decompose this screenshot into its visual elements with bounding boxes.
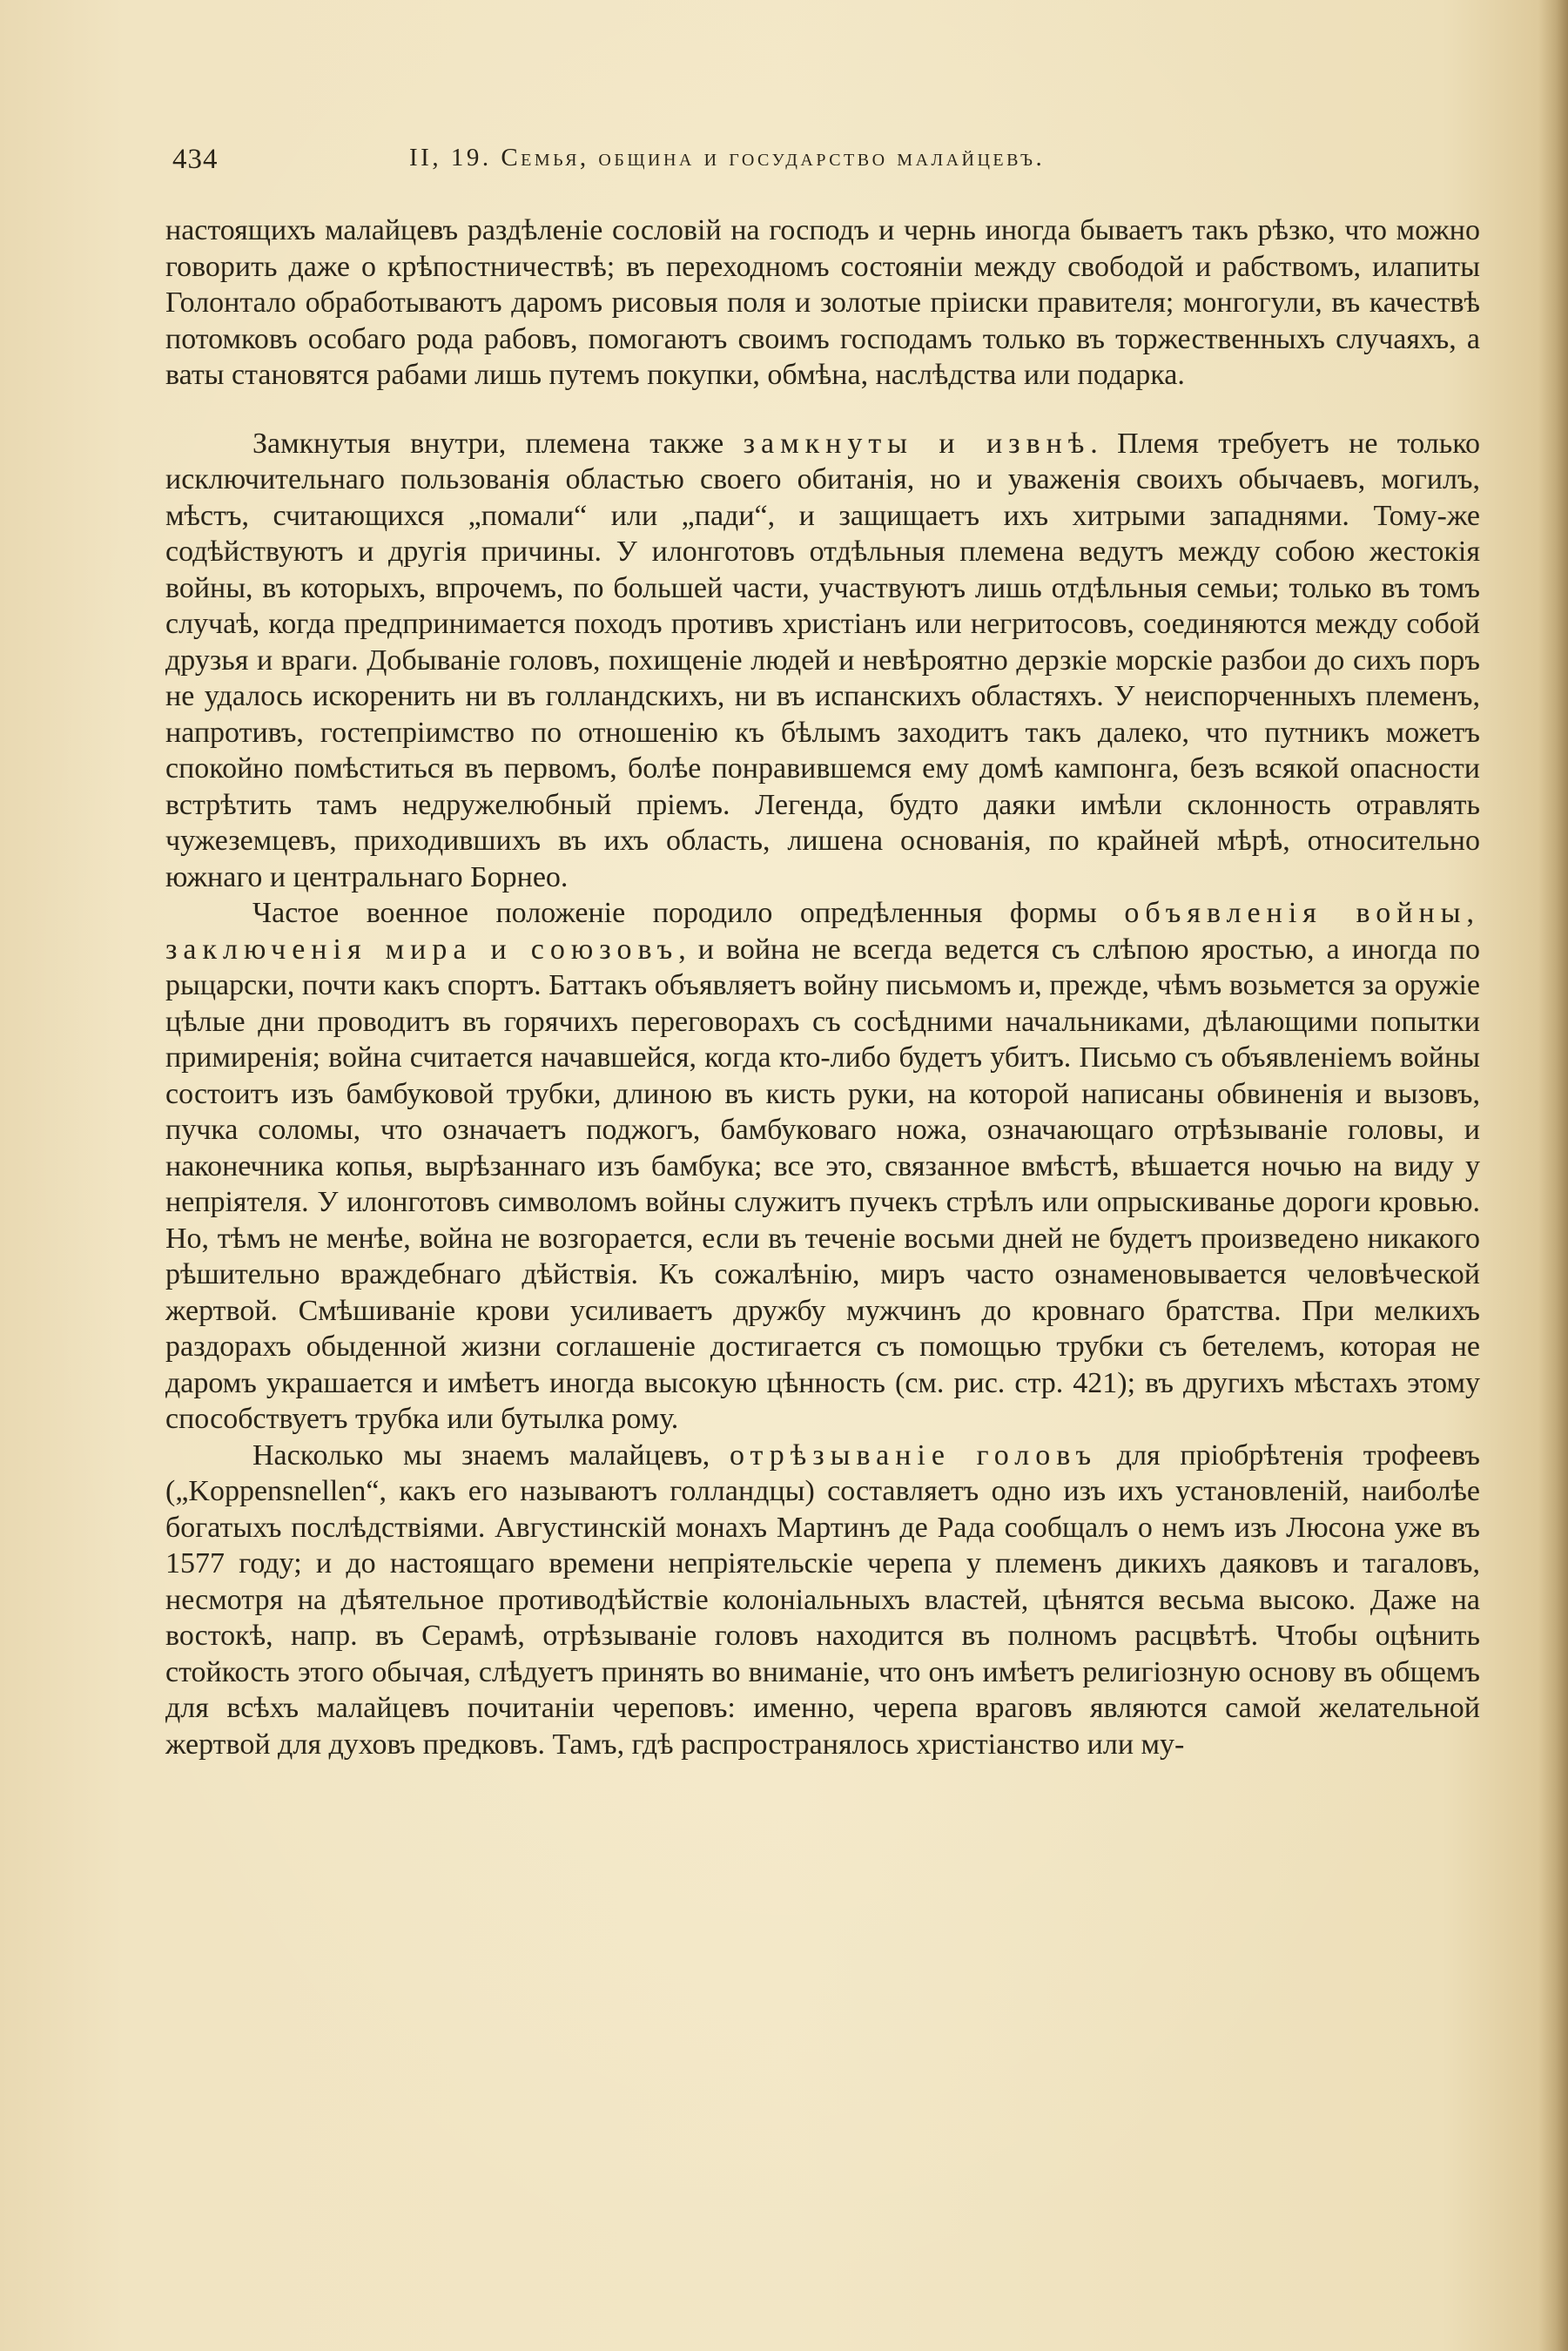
paragraph <box>165 895 1480 1438</box>
text-run: для пріобрѣтенія трофеевъ („Koppensnellen“, какъ его называютъ голландцы) составляетъ одно изъ ихъ установленій, наиболѣе богатыхъ послѣдствіями. Августинскій монахъ Мартинъ де Рада сообщалъ о немъ изъ Люсона уже въ 1577 году; и до настоящаго времени непріятельскіе черепа у племенъ дикихъ даяковъ и тагаловъ, несмотря на дѣятельное противодѣйствіе колоніальныхъ властей, цѣнятся весьма высоко. Даже на востокѣ, напр. въ Серамѣ, отрѣзываніе головъ находится въ полномъ расцвѣтѣ. Чтобы оцѣнить стойкость этого обычая, слѣдуетъ принять во вниманіе, что онъ имѣетъ религіозную основу въ общемъ для всѣхъ малайцевъ почитаніи череповъ: именно, черепа враговъ являются самой желательной жертвой для духовъ предковъ. Тамъ, гдѣ распространялось христіанство или му- <box>165 1438 1480 1761</box>
text-run: настоящихъ малайцевъ раздѣленіе сословій на господъ и чернь иногда бываетъ такъ рѣзко, что можно говорить даже о крѣпостничествѣ; въ переходномъ состояніи между свободой и рабствомъ, илапиты Голонтало обработываютъ даромъ рисовыя поля и золотые пріиски правителя; монгогули, въ качествѣ потомковъ особаго рода рабовъ, помогаютъ своимъ господамъ только въ торжественныхъ случаяхъ, а ваты становятся рабами лишь путемъ покупки, обмѣна, наслѣдства или подарка. <box>165 214 1480 391</box>
text-run: , и война не всегда ведется съ слѣпою яростью, а иногда по рыцарски, почти какъ спортъ. Баттакъ объявляетъ войну письмомъ и, прежде, чѣмъ возьмется за оружіе цѣлые дни проводитъ въ горячихъ переговорахъ съ сосѣдними начальниками, дѣлающими попытки примиренія; война считается начавшейся, когда кто-либо будетъ убитъ. Письмо съ объявленіемъ войны состоитъ изъ бамбуковой трубки, длиною въ кисть руки, на которой написаны обвиненія и вызовъ, пучка соломы, что означаетъ поджогъ, бамбуковаго ножа, означающаго отрѣзываніе головы, и наконечника копья, вырѣзаннаго изъ бамбука; все это, связанное вмѣстѣ, вѣшается ночью на виду у непріятеля. У илонготовъ символомъ войны служитъ пучекъ стрѣлъ или опрыскиванье дороги кровью. Но, тѣмъ не менѣе, война не возгорается, если въ теченіе восьми дней не будетъ произведено никакого рѣшительно враждебнаго дѣйствія. Къ сожалѣнію, миръ часто ознаменовывается человѣческой жертвой. Смѣшиваніе крови усиливаетъ дружбу мужчинъ до кровнаго братства. При мелкихъ раздорахъ обыденной жизни соглашеніе достигается съ помощью трубки съ бетелемъ, которая не даромъ украшается и имѣетъ иногда высокую цѣнность (см. рис. стр. 421); въ другихъ мѣстахъ этому способствуетъ трубка или бутылка рому. <box>165 933 1481 1435</box>
text-run: Замкнутыя внутри, племена также <box>252 427 744 460</box>
page-header <box>172 144 1478 182</box>
paragraph <box>165 426 1480 896</box>
spaced-emphasis: отрѣзываніе головъ <box>729 1438 1098 1472</box>
body-text <box>165 212 1480 1762</box>
page-edge-shadow <box>1538 0 1568 2351</box>
text-run: Насколько мы знаемъ малайцевъ, <box>252 1438 730 1472</box>
paragraph <box>165 212 1480 394</box>
text-run: . Племя требуетъ не только исключительнаго пользованія областью своего обитанія, но и уваженія своихъ обычаевъ, могилъ, мѣстъ, считающихся „помали“ или „пади“, и защищаетъ ихъ хитрыми западнями. Тому-же содѣйствуютъ и другія причины. У илонготовъ отдѣльныя племена ведутъ между собою жестокія войны, въ которыхъ, впрочемъ, по большей части, участвуютъ лишь отдѣльныя семьи; только въ томъ случаѣ, когда предпринимается походъ противъ христіанъ или негритосовъ, соединяются между собой друзья и враги. Добываніе головъ, похищеніе людей и невѣроятно дерзкіе морскіе разбои до сихъ поръ не удалось искоренить ни въ голландскихъ, ни въ испанскихъ областяхъ. У неиспорченныхъ племенъ, напротивъ, гостепріимство по отношенію къ бѣлымъ заходитъ такъ далеко, что путникъ можетъ спокойно помѣститься въ первомъ, болѣе понравившемся ему домѣ кампонга, безъ всякой опасности встрѣтить тамъ недружелюбный пріемъ. Легенда, будто даяки имѣли склонность отравлять чужеземцевъ, приходившихъ въ ихъ область, лишена основанія, по крайней мѣрѣ, относительно южнаго и центральнаго Борнео. <box>165 427 1481 893</box>
running-title: II, 19. Семья, община и государство малайцевъ. <box>409 144 1046 172</box>
spaced-emphasis: объявленія войны, заключенія мира и союзовъ <box>165 897 1480 966</box>
text-run: Частое военное положеніе породило опредѣленныя формы <box>252 897 1125 929</box>
spaced-emphasis: замкнуты и извнѣ <box>743 427 1091 460</box>
paragraph <box>165 1438 1480 1763</box>
page-number: 434 <box>172 144 219 175</box>
